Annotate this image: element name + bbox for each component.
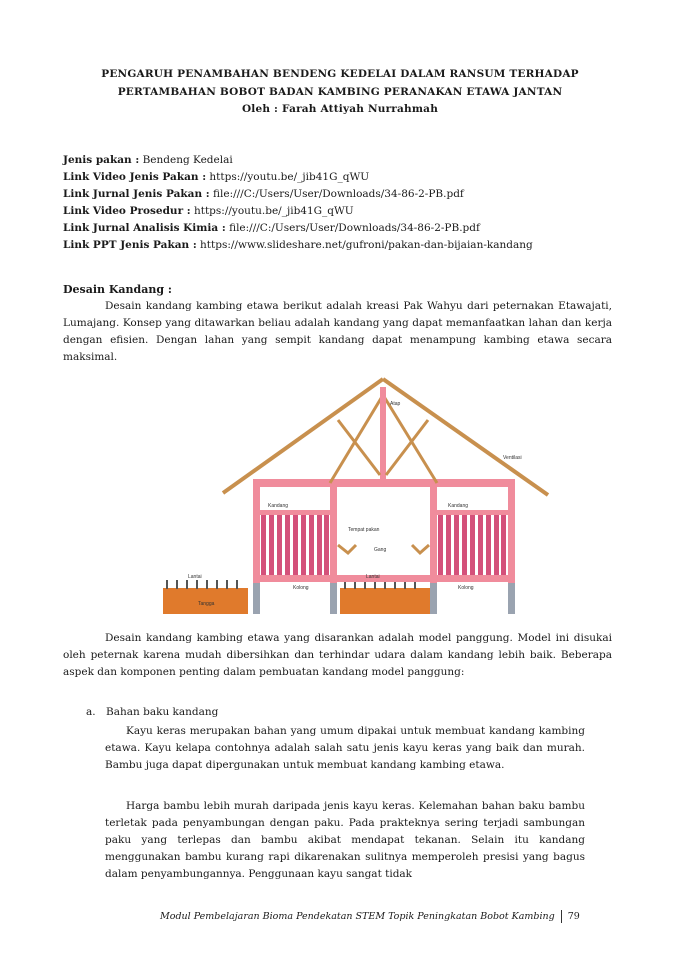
- left-wall: [253, 483, 260, 583]
- meta-row: Link PPT Jenis Pakan : https://www.slideshare.net/gufroni/pakan-dan-bijaian-kandang: [63, 239, 533, 251]
- label-stairs: Tangga: [198, 601, 215, 607]
- label-under: Kolong: [293, 585, 309, 591]
- link[interactable]: https://youtu.be/_jib41G_qWU: [190, 205, 354, 217]
- link[interactable]: file:///C:/Users/User/Downloads/34-86-2-PB.pdf: [209, 188, 464, 200]
- meta-row: Link Video Prosedur : https://youtu.be/_jib41G_qWU: [63, 205, 354, 217]
- slats-right: [438, 515, 506, 575]
- meta-row: Link Jurnal Analisis Kimia : file:///C:/Users/User/Downloads/34-86-2-PB.pdf: [63, 222, 480, 234]
- meta-row: Link Jurnal Jenis Pakan : file:///C:/Users/User/Downloads/34-86-2-PB.pdf: [63, 188, 464, 200]
- section-heading: Desain Kandang :: [63, 283, 172, 296]
- floor-beam: [253, 575, 515, 582]
- label-floor: Lantai: [366, 574, 380, 580]
- label-vent: Ventilasi: [503, 455, 522, 461]
- label-under: Kolong: [458, 585, 474, 591]
- slats-left: [261, 515, 329, 575]
- footer-text: Modul Pembelajaran Bioma Pendekatan STEM Topik Peningkatan Bobot Kambing: [160, 911, 555, 922]
- paragraph-1: Desain kandang kambing etawa berikut adalah kreasi Pak Wahyu dari peternakan Etawajati, Lumajang. Konsep yang ditawarkan beliau adalah kandang yang dapat memanfaatkan lahan dan kerja dengan efisien. Dengan lahan yang sempit kandang dapat menampung kambing etawa secara maksimal.: [63, 300, 612, 363]
- ground-right: [340, 588, 430, 614]
- author-line: Oleh : Farah Attiyah Nurrahmah: [241, 103, 439, 115]
- list-item-a: [86, 706, 218, 718]
- king-post: [380, 387, 386, 483]
- footer: [160, 910, 615, 923]
- paragraph-2: Desain kandang kambing etawa yang disarankan adalah model panggung. Model ini disukai oleh peternak karena mudah dibersihkan dan terhindar udara dalam kandang lebih baik. Beberapa aspek dan komponen penting dalam pembuatan kandang model panggung:: [63, 632, 612, 678]
- label-roof: Atap: [390, 401, 401, 407]
- truss: [338, 420, 380, 475]
- meta-block: [63, 152, 623, 254]
- center-post-right: [430, 483, 437, 583]
- label-pen: Kandang: [448, 503, 469, 509]
- trough-right: [412, 545, 429, 553]
- footer-divider: [561, 910, 562, 923]
- link[interactable]: https://www.slideshare.net/gufroni/pakan-dan-bijaian-kandang: [196, 239, 533, 251]
- label-pen: Kandang: [268, 503, 289, 509]
- page-number: 79: [567, 911, 580, 922]
- mid-beam-left: [253, 510, 337, 515]
- right-wall: [508, 483, 515, 583]
- sub-paragraph-2: Harga bambu lebih murah daripada jenis kayu keras. Kelemahan bahan baku bambu terletak pada penyambungan dengan paku. Pada prakteknya sering terjadi sambungan paku yang terlepas dan bambu akibat mendapat tekanan. Selain itu kandang menggunakan bambu kurang rapi dikarenakan sulitnya memperoleh presisi yang bagus dalam penyambungannya. Penggunaan kayu sangat tidak: [105, 800, 585, 880]
- title-line-2: PERTAMBAHAN BOBOT BADAN KAMBING PERANAKAN ETAWA JANTAN: [117, 86, 563, 98]
- label-feeder: Tempat pakan: [348, 527, 380, 533]
- truss: [386, 420, 428, 475]
- meta-row: Jenis pakan : Bendeng Kedelai: [63, 154, 233, 166]
- meta-row: Link Video Jenis Pakan : https://youtu.be/_jib41G_qWU: [63, 171, 370, 183]
- link[interactable]: file:///C:/Users/User/Downloads/34-86-2-PB.pdf: [225, 222, 480, 234]
- center-post-left: [330, 483, 337, 583]
- list-marker: a.: [86, 706, 96, 718]
- title-line-1: PENGARUH PENAMBAHAN BENDENG KEDELAI DALAM RANSUM TERHADAP: [101, 68, 579, 80]
- barn-diagram: [158, 375, 558, 620]
- label-floor: Lantai: [188, 574, 202, 580]
- link[interactable]: https://youtu.be/_jib41G_qWU: [206, 171, 370, 183]
- mid-beam-right: [430, 510, 515, 515]
- sub-paragraph-1: Kayu keras merupakan bahan yang umum dipakai untuk membuat kandang kambing etawa. Kayu kelapa contohnya adalah salah satu jenis kayu keras yang baik dan murah. Bambu juga dapat dipergunakan untuk membuat kandang kambing etawa.: [105, 725, 585, 771]
- label-aisle: Gang: [374, 547, 387, 553]
- trough-left: [338, 545, 356, 553]
- list-label: Bahan baku kandang: [106, 706, 219, 718]
